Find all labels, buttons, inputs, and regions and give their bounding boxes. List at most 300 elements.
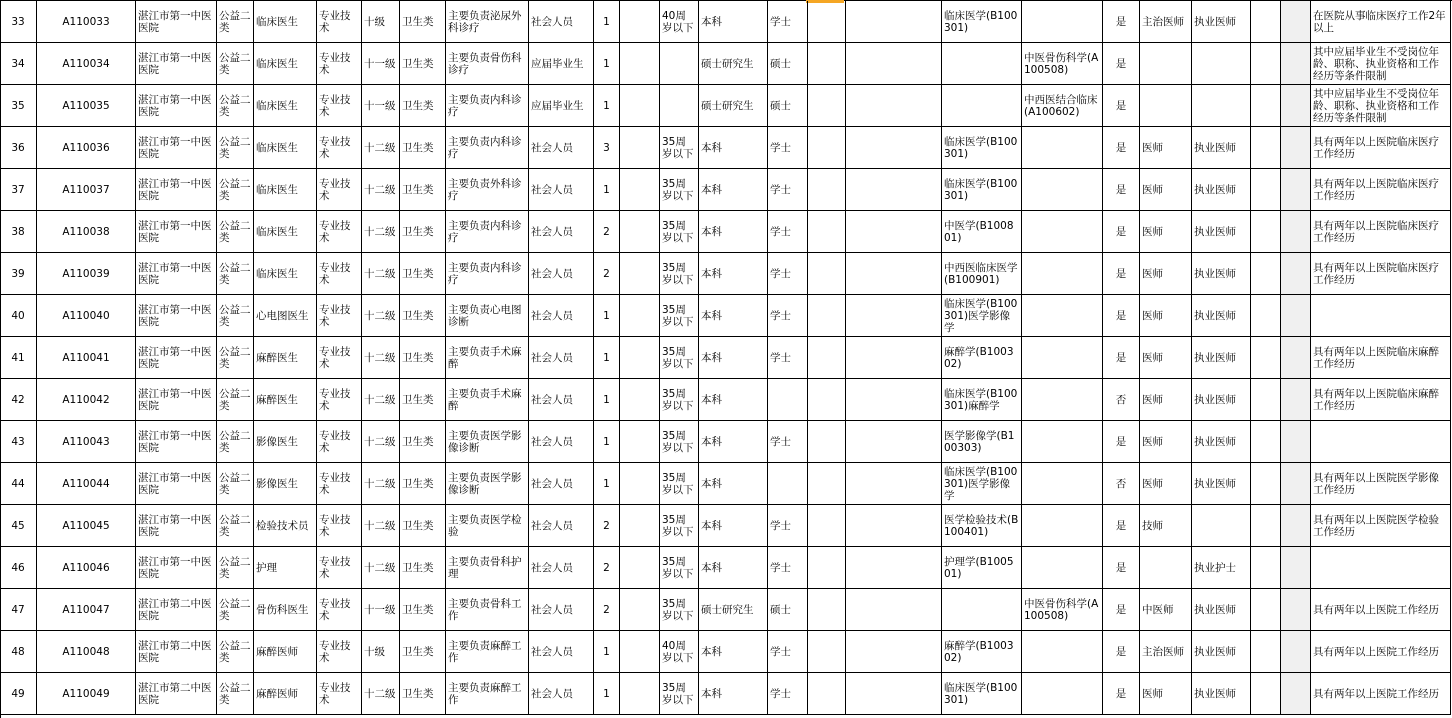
cell-license[interactable]: 执业医师	[1192, 211, 1251, 253]
cell-post-grade[interactable]: 十二级	[362, 295, 400, 337]
cell-post-category[interactable]: 专业技术	[317, 631, 362, 673]
cell-blank-b[interactable]	[808, 85, 846, 127]
cell-duty[interactable]: 主要负责手术麻醉	[446, 379, 529, 421]
cell-post-class[interactable]: 卫生类	[400, 547, 446, 589]
cell-post-class[interactable]: 卫生类	[400, 85, 446, 127]
cell-post-code[interactable]: A110041	[37, 337, 136, 379]
cell-post-name[interactable]: 影像医生	[254, 463, 317, 505]
cell-post-category[interactable]: 专业技术	[317, 211, 362, 253]
cell-duty[interactable]: 主要负责心电图诊断	[446, 295, 529, 337]
cell-full-time[interactable]: 是	[1103, 85, 1140, 127]
cell-target[interactable]: 社会人员	[529, 211, 594, 253]
cell-unit-type[interactable]: 公益二类	[217, 379, 254, 421]
cell-degree[interactable]: 学士	[768, 1, 808, 43]
cell-headcount[interactable]: 1	[594, 337, 620, 379]
cell-post-name[interactable]: 临床医生	[254, 43, 317, 85]
cell-blank-e[interactable]	[1281, 85, 1311, 127]
cell-blank-c[interactable]	[846, 463, 942, 505]
cell-duty[interactable]: 主要负责骨科工作	[446, 589, 529, 631]
cell-headcount[interactable]: 1	[594, 295, 620, 337]
cell-blank-b[interactable]	[808, 295, 846, 337]
cell-post-code[interactable]: A110042	[37, 379, 136, 421]
cell-target[interactable]: 社会人员	[529, 169, 594, 211]
cell-headcount[interactable]: 2	[594, 253, 620, 295]
cell-post-grade[interactable]: 十二级	[362, 673, 400, 715]
cell-unit-type[interactable]: 公益二类	[217, 463, 254, 505]
cell-title[interactable]: 主治医师	[1140, 631, 1192, 673]
cell-post-seq[interactable]: 33	[0, 1, 37, 43]
cell-blank-d[interactable]	[1251, 127, 1281, 169]
cell-blank-e[interactable]	[1281, 1, 1311, 43]
cell-post-name[interactable]: 影像医生	[254, 421, 317, 463]
cell-employer[interactable]: 湛江市第二中医医院	[136, 631, 217, 673]
cell-blank-b[interactable]	[808, 421, 846, 463]
cell-post-seq[interactable]: 37	[0, 169, 37, 211]
cell-license[interactable]	[1192, 505, 1251, 547]
cell-title[interactable]	[1140, 43, 1192, 85]
cell-title[interactable]: 医师	[1140, 253, 1192, 295]
cell-post-grade[interactable]: 十级	[362, 1, 400, 43]
cell-post-class[interactable]: 卫生类	[400, 463, 446, 505]
cell-title[interactable]: 主治医师	[1140, 1, 1192, 43]
cell-other-req[interactable]: 具有两年以上医院工作经历	[1311, 631, 1451, 673]
cell-post-category[interactable]: 专业技术	[317, 1, 362, 43]
cell-post-grade[interactable]: 十二级	[362, 169, 400, 211]
cell-title[interactable]: 医师	[1140, 463, 1192, 505]
cell-age[interactable]: 35周岁以下	[660, 463, 699, 505]
cell-post-grade[interactable]: 十级	[362, 631, 400, 673]
cell-blank-b[interactable]	[808, 253, 846, 295]
cell-duty[interactable]: 主要负责麻醉工作	[446, 631, 529, 673]
cell-post-class[interactable]: 卫生类	[400, 673, 446, 715]
cell-title[interactable]: 医师	[1140, 337, 1192, 379]
cell-post-code[interactable]: A110038	[37, 211, 136, 253]
cell-post-code[interactable]: A110033	[37, 1, 136, 43]
cell-post-grade[interactable]: 十一级	[362, 589, 400, 631]
cell-unit-type[interactable]: 公益二类	[217, 85, 254, 127]
cell-employer[interactable]: 湛江市第一中医医院	[136, 421, 217, 463]
cell-unit-type[interactable]: 公益二类	[217, 253, 254, 295]
cell-major-bachelor[interactable]: 医学影像学(B100303)	[942, 421, 1022, 463]
cell-post-category[interactable]: 专业技术	[317, 337, 362, 379]
cell-post-code[interactable]: A110043	[37, 421, 136, 463]
cell-blank-b[interactable]	[808, 127, 846, 169]
cell-other-req[interactable]: 其中应届毕业生不受岗位年龄、职称、执业资格和工作经历等条件限制	[1311, 85, 1451, 127]
cell-duty[interactable]: 主要负责手术麻醉	[446, 337, 529, 379]
cell-duty[interactable]: 主要负责泌尿外科诊疗	[446, 1, 529, 43]
cell-age[interactable]	[660, 85, 699, 127]
cell-blank-c[interactable]	[846, 211, 942, 253]
cell-title[interactable]: 医师	[1140, 127, 1192, 169]
cell-blank-b[interactable]	[808, 337, 846, 379]
cell-degree[interactable]: 学士	[768, 169, 808, 211]
cell-blank-d[interactable]	[1251, 463, 1281, 505]
cell-license[interactable]: 执业护士	[1192, 547, 1251, 589]
cell-title[interactable]: 技师	[1140, 505, 1192, 547]
cell-blank-c[interactable]	[846, 295, 942, 337]
cell-age[interactable]: 40周岁以下	[660, 631, 699, 673]
cell-post-class[interactable]: 卫生类	[400, 337, 446, 379]
cell-headcount[interactable]: 2	[594, 589, 620, 631]
cell-blank-b[interactable]	[808, 43, 846, 85]
cell-major-bachelor[interactable]: 医学检验技术(B100401)	[942, 505, 1022, 547]
cell-license[interactable]: 执业医师	[1192, 421, 1251, 463]
cell-education[interactable]: 硕士研究生	[699, 43, 768, 85]
cell-post-seq[interactable]: 35	[0, 85, 37, 127]
cell-blank-a[interactable]	[620, 463, 660, 505]
cell-post-class[interactable]: 卫生类	[400, 379, 446, 421]
cell-age[interactable]	[660, 43, 699, 85]
cell-major-bachelor[interactable]: 临床医学(B100301)医学影像学	[942, 295, 1022, 337]
cell-license[interactable]	[1192, 85, 1251, 127]
cell-employer[interactable]: 湛江市第一中医医院	[136, 127, 217, 169]
cell-license[interactable]	[1192, 43, 1251, 85]
cell-major-bachelor[interactable]	[942, 43, 1022, 85]
cell-post-grade[interactable]: 十二级	[362, 253, 400, 295]
cell-blank-a[interactable]	[620, 379, 660, 421]
cell-unit-type[interactable]: 公益二类	[217, 337, 254, 379]
cell-duty[interactable]: 主要负责内科诊疗	[446, 127, 529, 169]
cell-post-name[interactable]: 麻醉医师	[254, 631, 317, 673]
cell-major-master[interactable]	[1022, 379, 1103, 421]
cell-blank-c[interactable]	[846, 43, 942, 85]
cell-blank-c[interactable]	[846, 337, 942, 379]
cell-degree[interactable]: 学士	[768, 631, 808, 673]
cell-title[interactable]: 医师	[1140, 673, 1192, 715]
cell-blank-d[interactable]	[1251, 253, 1281, 295]
cell-blank-a[interactable]	[620, 589, 660, 631]
cell-blank-a[interactable]	[620, 85, 660, 127]
cell-full-time[interactable]: 否	[1103, 379, 1140, 421]
cell-headcount[interactable]: 1	[594, 43, 620, 85]
cell-duty[interactable]: 主要负责医学影像诊断	[446, 463, 529, 505]
cell-target[interactable]: 社会人员	[529, 295, 594, 337]
cell-blank-c[interactable]	[846, 85, 942, 127]
cell-unit-type[interactable]: 公益二类	[217, 43, 254, 85]
cell-blank-a[interactable]	[620, 505, 660, 547]
cell-blank-d[interactable]	[1251, 1, 1281, 43]
cell-major-master[interactable]	[1022, 1, 1103, 43]
cell-other-req[interactable]: 具有两年以上医院临床医疗工作经历	[1311, 211, 1451, 253]
cell-license[interactable]: 执业医师	[1192, 631, 1251, 673]
cell-post-class[interactable]: 卫生类	[400, 589, 446, 631]
cell-major-master[interactable]: 中西医结合临床(A100602)	[1022, 85, 1103, 127]
cell-full-time[interactable]: 是	[1103, 505, 1140, 547]
cell-blank-a[interactable]	[620, 421, 660, 463]
cell-employer[interactable]: 湛江市第一中医医院	[136, 211, 217, 253]
cell-education[interactable]: 本科	[699, 421, 768, 463]
cell-education[interactable]: 本科	[699, 169, 768, 211]
cell-degree[interactable]: 硕士	[768, 589, 808, 631]
cell-degree[interactable]	[768, 463, 808, 505]
cell-education[interactable]: 本科	[699, 631, 768, 673]
cell-blank-c[interactable]	[846, 673, 942, 715]
cell-duty[interactable]: 主要负责内科诊疗	[446, 253, 529, 295]
cell-blank-c[interactable]	[846, 505, 942, 547]
cell-target[interactable]: 应届毕业生	[529, 85, 594, 127]
cell-post-name[interactable]: 检验技术员	[254, 505, 317, 547]
cell-post-code[interactable]: A110047	[37, 589, 136, 631]
cell-major-bachelor[interactable]: 临床医学(B100301)	[942, 127, 1022, 169]
cell-post-code[interactable]: A110040	[37, 295, 136, 337]
cell-degree[interactable]: 学士	[768, 253, 808, 295]
cell-other-req[interactable]: 其中应届毕业生不受岗位年龄、职称、执业资格和工作经历等条件限制	[1311, 43, 1451, 85]
cell-full-time[interactable]: 是	[1103, 295, 1140, 337]
cell-post-code[interactable]: A110034	[37, 43, 136, 85]
cell-blank-a[interactable]	[620, 337, 660, 379]
cell-full-time[interactable]: 是	[1103, 127, 1140, 169]
cell-blank-b[interactable]	[808, 589, 846, 631]
cell-blank-c[interactable]	[846, 1, 942, 43]
cell-post-category[interactable]: 专业技术	[317, 253, 362, 295]
cell-headcount[interactable]: 1	[594, 421, 620, 463]
cell-major-master[interactable]	[1022, 211, 1103, 253]
cell-license[interactable]: 执业医师	[1192, 127, 1251, 169]
cell-post-seq[interactable]: 46	[0, 547, 37, 589]
cell-target[interactable]: 社会人员	[529, 589, 594, 631]
cell-title[interactable]: 医师	[1140, 421, 1192, 463]
cell-headcount[interactable]: 1	[594, 463, 620, 505]
cell-target[interactable]: 社会人员	[529, 379, 594, 421]
cell-education[interactable]: 本科	[699, 505, 768, 547]
cell-post-code[interactable]: A110035	[37, 85, 136, 127]
cell-target[interactable]: 社会人员	[529, 505, 594, 547]
cell-blank-d[interactable]	[1251, 505, 1281, 547]
cell-post-code[interactable]: A110037	[37, 169, 136, 211]
cell-blank-b[interactable]	[808, 169, 846, 211]
cell-degree[interactable]: 学士	[768, 505, 808, 547]
cell-post-name[interactable]: 临床医生	[254, 127, 317, 169]
cell-employer[interactable]: 湛江市第一中医医院	[136, 295, 217, 337]
cell-title[interactable]	[1140, 85, 1192, 127]
cell-education[interactable]: 本科	[699, 337, 768, 379]
cell-full-time[interactable]: 是	[1103, 421, 1140, 463]
cell-post-name[interactable]: 麻醉医师	[254, 673, 317, 715]
cell-blank-c[interactable]	[846, 169, 942, 211]
cell-post-category[interactable]: 专业技术	[317, 589, 362, 631]
cell-duty[interactable]: 主要负责骨伤科诊疗	[446, 43, 529, 85]
cell-full-time[interactable]: 否	[1103, 463, 1140, 505]
cell-post-category[interactable]: 专业技术	[317, 127, 362, 169]
cell-headcount[interactable]: 1	[594, 673, 620, 715]
cell-age[interactable]: 35周岁以下	[660, 211, 699, 253]
cell-blank-a[interactable]	[620, 631, 660, 673]
cell-post-seq[interactable]: 45	[0, 505, 37, 547]
cell-age[interactable]: 35周岁以下	[660, 295, 699, 337]
cell-blank-d[interactable]	[1251, 589, 1281, 631]
cell-age[interactable]: 35周岁以下	[660, 379, 699, 421]
cell-major-bachelor[interactable]: 临床医学(B100301)	[942, 1, 1022, 43]
cell-post-grade[interactable]: 十二级	[362, 127, 400, 169]
cell-employer[interactable]: 湛江市第一中医医院	[136, 253, 217, 295]
cell-license[interactable]: 执业医师	[1192, 463, 1251, 505]
cell-full-time[interactable]: 是	[1103, 337, 1140, 379]
cell-blank-e[interactable]	[1281, 463, 1311, 505]
cell-full-time[interactable]: 是	[1103, 43, 1140, 85]
cell-unit-type[interactable]: 公益二类	[217, 421, 254, 463]
cell-post-seq[interactable]: 41	[0, 337, 37, 379]
cell-blank-b[interactable]	[808, 547, 846, 589]
cell-blank-a[interactable]	[620, 253, 660, 295]
cell-full-time[interactable]: 是	[1103, 547, 1140, 589]
cell-unit-type[interactable]: 公益二类	[217, 505, 254, 547]
cell-post-seq[interactable]: 49	[0, 673, 37, 715]
cell-post-seq[interactable]: 44	[0, 463, 37, 505]
cell-blank-a[interactable]	[620, 1, 660, 43]
cell-major-bachelor[interactable]	[942, 85, 1022, 127]
cell-blank-e[interactable]	[1281, 337, 1311, 379]
cell-post-seq[interactable]: 39	[0, 253, 37, 295]
cell-employer[interactable]: 湛江市第一中医医院	[136, 1, 217, 43]
cell-other-req[interactable]: 具有两年以上医院工作经历	[1311, 673, 1451, 715]
cell-degree[interactable]: 学士	[768, 211, 808, 253]
cell-full-time[interactable]: 是	[1103, 211, 1140, 253]
cell-major-bachelor[interactable]: 中西医临床医学(B100901)	[942, 253, 1022, 295]
cell-blank-b[interactable]	[808, 1, 846, 43]
cell-post-class[interactable]: 卫生类	[400, 43, 446, 85]
cell-blank-b[interactable]	[808, 211, 846, 253]
cell-title[interactable]: 中医师	[1140, 589, 1192, 631]
cell-blank-d[interactable]	[1251, 295, 1281, 337]
cell-major-bachelor[interactable]: 麻醉学(B100302)	[942, 337, 1022, 379]
cell-title[interactable]: 医师	[1140, 211, 1192, 253]
cell-major-master[interactable]	[1022, 547, 1103, 589]
cell-post-class[interactable]: 卫生类	[400, 127, 446, 169]
cell-post-seq[interactable]: 48	[0, 631, 37, 673]
cell-post-name[interactable]: 临床医生	[254, 211, 317, 253]
cell-post-class[interactable]: 卫生类	[400, 253, 446, 295]
cell-post-name[interactable]: 临床医生	[254, 1, 317, 43]
cell-other-req[interactable]: 具有两年以上医院临床医疗工作经历	[1311, 169, 1451, 211]
cell-unit-type[interactable]: 公益二类	[217, 295, 254, 337]
cell-post-code[interactable]: A110046	[37, 547, 136, 589]
cell-post-name[interactable]: 麻醉医生	[254, 337, 317, 379]
cell-target[interactable]: 社会人员	[529, 631, 594, 673]
cell-blank-d[interactable]	[1251, 673, 1281, 715]
cell-title[interactable]: 医师	[1140, 295, 1192, 337]
cell-post-category[interactable]: 专业技术	[317, 673, 362, 715]
cell-post-class[interactable]: 卫生类	[400, 421, 446, 463]
cell-license[interactable]: 执业医师	[1192, 589, 1251, 631]
cell-unit-type[interactable]: 公益二类	[217, 589, 254, 631]
cell-post-class[interactable]: 卫生类	[400, 631, 446, 673]
cell-age[interactable]: 35周岁以下	[660, 253, 699, 295]
cell-other-req[interactable]	[1311, 421, 1451, 463]
cell-major-master[interactable]	[1022, 337, 1103, 379]
cell-other-req[interactable]: 具有两年以上医院临床麻醉工作经历	[1311, 337, 1451, 379]
cell-blank-e[interactable]	[1281, 211, 1311, 253]
cell-post-name[interactable]: 临床医生	[254, 85, 317, 127]
cell-unit-type[interactable]: 公益二类	[217, 169, 254, 211]
cell-employer[interactable]: 湛江市第一中医医院	[136, 169, 217, 211]
cell-degree[interactable]: 学士	[768, 127, 808, 169]
cell-major-bachelor[interactable]: 临床医学(B100301)	[942, 673, 1022, 715]
cell-headcount[interactable]: 1	[594, 379, 620, 421]
cell-post-code[interactable]: A110048	[37, 631, 136, 673]
cell-post-grade[interactable]: 十二级	[362, 337, 400, 379]
cell-post-seq[interactable]: 42	[0, 379, 37, 421]
cell-license[interactable]: 执业医师	[1192, 673, 1251, 715]
cell-blank-a[interactable]	[620, 127, 660, 169]
cell-major-bachelor[interactable]: 临床医学(B100301)医学影像学	[942, 463, 1022, 505]
cell-degree[interactable]: 学士	[768, 673, 808, 715]
cell-headcount[interactable]: 2	[594, 547, 620, 589]
cell-unit-type[interactable]: 公益二类	[217, 547, 254, 589]
cell-other-req[interactable]: 具有两年以上医院临床医疗工作经历	[1311, 127, 1451, 169]
cell-major-master[interactable]	[1022, 253, 1103, 295]
cell-post-code[interactable]: A110036	[37, 127, 136, 169]
cell-post-seq[interactable]: 34	[0, 43, 37, 85]
cell-blank-d[interactable]	[1251, 379, 1281, 421]
cell-age[interactable]: 35周岁以下	[660, 673, 699, 715]
cell-post-code[interactable]: A110049	[37, 673, 136, 715]
cell-blank-e[interactable]	[1281, 505, 1311, 547]
cell-blank-e[interactable]	[1281, 421, 1311, 463]
cell-post-name[interactable]: 临床医生	[254, 253, 317, 295]
cell-license[interactable]: 执业医师	[1192, 337, 1251, 379]
cell-blank-e[interactable]	[1281, 631, 1311, 673]
cell-blank-c[interactable]	[846, 631, 942, 673]
cell-blank-a[interactable]	[620, 169, 660, 211]
cell-target[interactable]: 社会人员	[529, 127, 594, 169]
cell-degree[interactable]: 学士	[768, 337, 808, 379]
cell-full-time[interactable]: 是	[1103, 253, 1140, 295]
cell-full-time[interactable]: 是	[1103, 169, 1140, 211]
cell-license[interactable]: 执业医师	[1192, 253, 1251, 295]
cell-duty[interactable]: 主要负责内科诊疗	[446, 211, 529, 253]
cell-post-seq[interactable]: 47	[0, 589, 37, 631]
cell-degree[interactable]: 硕士	[768, 85, 808, 127]
cell-degree[interactable]	[768, 379, 808, 421]
cell-major-master[interactable]	[1022, 127, 1103, 169]
cell-post-category[interactable]: 专业技术	[317, 421, 362, 463]
cell-blank-d[interactable]	[1251, 547, 1281, 589]
cell-post-grade[interactable]: 十一级	[362, 85, 400, 127]
cell-post-seq[interactable]: 36	[0, 127, 37, 169]
cell-major-bachelor[interactable]: 临床医学(B100301)	[942, 169, 1022, 211]
cell-post-grade[interactable]: 十二级	[362, 547, 400, 589]
cell-unit-type[interactable]: 公益二类	[217, 127, 254, 169]
cell-blank-c[interactable]	[846, 127, 942, 169]
cell-duty[interactable]: 主要负责麻醉工作	[446, 673, 529, 715]
cell-headcount[interactable]: 1	[594, 1, 620, 43]
cell-duty[interactable]: 主要负责外科诊疗	[446, 169, 529, 211]
cell-blank-c[interactable]	[846, 589, 942, 631]
cell-employer[interactable]: 湛江市第一中医医院	[136, 85, 217, 127]
cell-blank-a[interactable]	[620, 547, 660, 589]
cell-post-class[interactable]: 卫生类	[400, 211, 446, 253]
cell-major-master[interactable]	[1022, 631, 1103, 673]
cell-post-name[interactable]: 麻醉医生	[254, 379, 317, 421]
cell-age[interactable]: 40周岁以下	[660, 1, 699, 43]
cell-license[interactable]: 执业医师	[1192, 1, 1251, 43]
cell-target[interactable]: 社会人员	[529, 673, 594, 715]
cell-other-req[interactable]: 在医院从事临床医疗工作2年以上	[1311, 1, 1451, 43]
cell-target[interactable]: 社会人员	[529, 1, 594, 43]
cell-employer[interactable]: 湛江市第一中医医院	[136, 463, 217, 505]
cell-post-grade[interactable]: 十二级	[362, 505, 400, 547]
cell-post-code[interactable]: A110044	[37, 463, 136, 505]
cell-major-bachelor[interactable]: 临床医学(B100301)麻醉学	[942, 379, 1022, 421]
cell-blank-d[interactable]	[1251, 169, 1281, 211]
cell-unit-type[interactable]: 公益二类	[217, 673, 254, 715]
cell-post-seq[interactable]: 43	[0, 421, 37, 463]
cell-blank-a[interactable]	[620, 211, 660, 253]
cell-age[interactable]: 35周岁以下	[660, 589, 699, 631]
cell-employer[interactable]: 湛江市第二中医医院	[136, 589, 217, 631]
cell-degree[interactable]: 学士	[768, 421, 808, 463]
cell-other-req[interactable]: 具有两年以上医院临床医疗工作经历	[1311, 253, 1451, 295]
